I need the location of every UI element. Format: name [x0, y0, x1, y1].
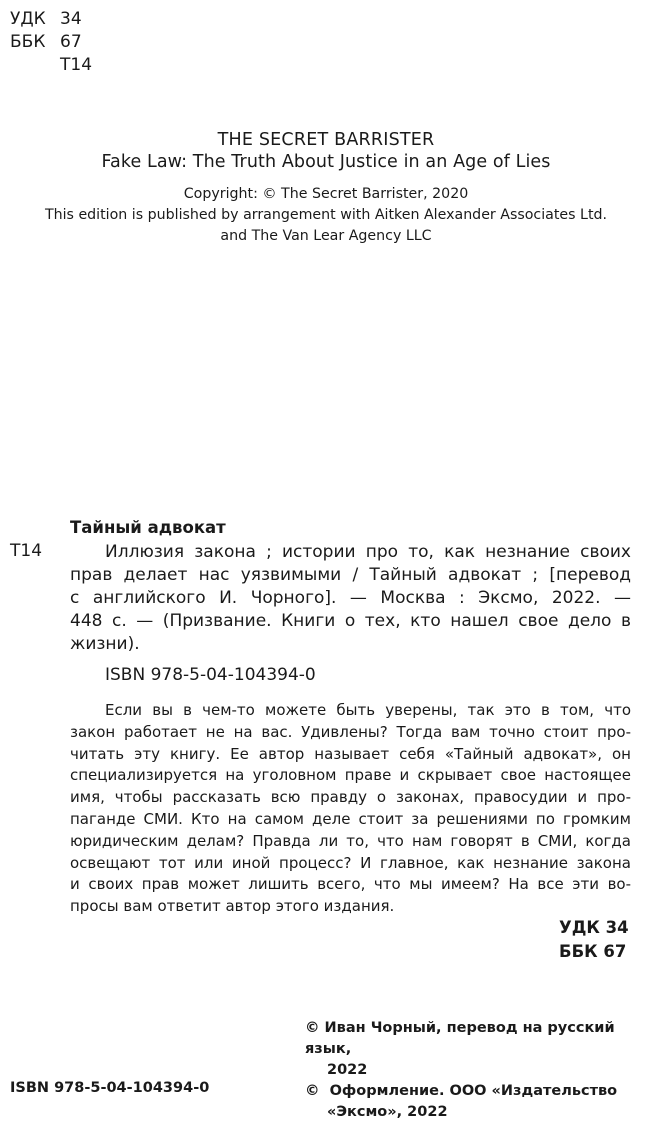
copyright-line: Copyright: © The Secret Barrister, 2020 — [183, 186, 469, 202]
bbk-label: ББК — [10, 32, 46, 52]
bib-index: Т14 — [10, 541, 43, 561]
original-author: THE SECRET BARRISTER — [217, 130, 435, 150]
annotation-line: читать эту книгу. Ее автор называет себя «Тайный адвокат», он — [70, 744, 631, 763]
design-year: «Эксмо», 2022 — [327, 1104, 448, 1120]
udk-code: 34 — [60, 9, 82, 29]
annotation-line: специализируется на уголовном праве и скрывает свое настоящее — [70, 766, 631, 785]
annotation-line: Если вы в чем-то можете быть уверены, так это в том, что — [105, 701, 631, 719]
translation-year: 2022 — [327, 1062, 368, 1078]
footer-codes — [559, 916, 629, 964]
bib-isbn: ISBN 978-5-04-104394-0 — [105, 665, 316, 685]
udk-label: УДК — [10, 9, 46, 29]
annotation-line: закон работает не на вас. Удивлены? Тогда вам точно стоит про- — [70, 722, 631, 741]
design-copyright: © Оформление. ООО «Издательство — [305, 1083, 618, 1099]
copyrights-block — [305, 1018, 652, 1123]
annotation-line: паганде СМИ. Кто на самом деле стоит за решениями по громким — [70, 809, 631, 828]
footer-bbk: ББК 67 — [559, 942, 627, 961]
bib-description — [70, 541, 631, 656]
bib-line: жизни). — [70, 634, 140, 654]
translation-copyright: © Иван Чорный, перевод на русский язык, — [305, 1020, 615, 1057]
bbk-code: 67 — [60, 32, 82, 52]
annotation — [70, 700, 631, 918]
bib-line: с английского И. Чорного]. — Москва : Эксмо, 2022. — — [70, 588, 631, 608]
bib-line: 448 с. — (Призвание. Книги о тех, кто нашел свое дело в — [70, 611, 631, 631]
annotation-line: освещают тот или иной процесс? И главное, как незнание закона — [70, 853, 631, 872]
annotation-line: и своих прав может лишить всего, что мы имеем? На все эти во- — [70, 875, 631, 894]
bib-heading: Тайный адвокат — [70, 518, 226, 537]
copyright-line: and The Van Lear Agency LLC — [220, 228, 432, 244]
footer-udk: УДК 34 — [559, 918, 629, 937]
author-sign: Т14 — [60, 55, 93, 75]
copyright-line: This edition is published by arrangement with Aitken Alexander Associates Ltd. — [44, 207, 608, 223]
annotation-line: юридическим делам? Правда ли то, что нам говорят в СМИ, когда — [70, 831, 631, 850]
annotation-line: просы вам ответит автор этого издания. — [70, 897, 395, 916]
bottom-isbn: ISBN 978-5-04-104394-0 — [10, 1080, 210, 1096]
bib-line: Иллюзия закона ; истории про то, как незнание своих — [105, 542, 631, 562]
original-title: Fake Law: The Truth About Justice in an Age of Lies — [101, 152, 551, 172]
bib-line: прав делает нас уязвимыми / Тайный адвокат ; [перевод — [70, 565, 631, 585]
annotation-line: имя, чтобы рассказать всю правду о законах, правосудии и про- — [70, 788, 631, 807]
